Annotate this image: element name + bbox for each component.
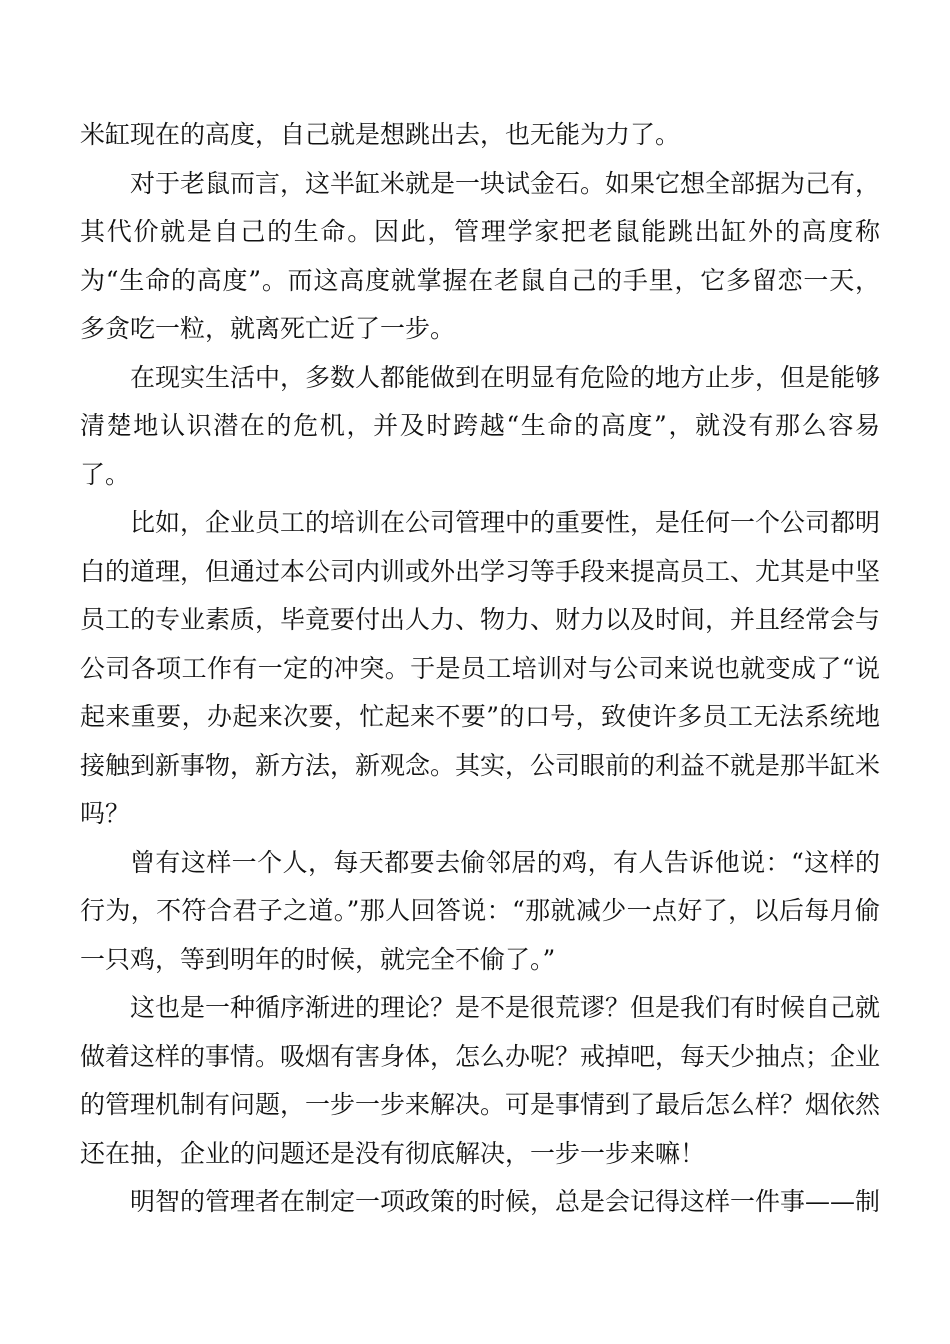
paragraph-7: 明智的管理者在制定一项政策的时候，总是会记得这样一件事——制 xyxy=(130,1187,881,1216)
paragraph-2: 对于老鼠而言，这半缸米就是一块试金石。如果它想全部据为己有，其代价就是自己的生命。因此，管理学家把老鼠能跳出缸外的高度称为“生命的高度”。而这高度就掌握在老鼠自己的手里，它多留恋一天，多贪吃一粒，就离死亡近了一步。 xyxy=(80,168,881,343)
paragraph-3: 在现实生活中，多数人都能做到在明显有危险的地方止步，但是能够清楚地认识潜在的危机，并及时跨越“生命的高度”，就没有那么容易了。 xyxy=(80,362,881,489)
paragraph-6: 这也是一种循序渐进的理论？是不是很荒谬？但是我们有时候自己就做着这样的事情。吸烟有害身体，怎么办呢？戒掉吧，每天少抽点；企业的管理机制有问题，一步一步来解决。可是事情到了最后怎么样？烟依然还在抽，企业的问题还是没有彻底解决，一步一步来嘛！ xyxy=(80,993,881,1168)
paragraph-1: 米缸现在的高度，自己就是想跳出去，也无能为力了。 xyxy=(80,120,681,149)
paragraph-5: 曾有这样一个人，每天都要去偷邻居的鸡，有人告诉他说：“这样的行为，不符合君子之道。”那人回答说：“那就减少一点好了，以后每月偷一只鸡，等到明年的时候，就完全不偷了。” xyxy=(80,847,880,974)
document-page xyxy=(80,111,880,1227)
paragraph-4: 比如，企业员工的培训在公司管理中的重要性，是任何一个公司都明白的道理，但通过本公司内训或外出学习等手段来提高员工、尤其是中坚员工的专业素质，毕竟要付出人力、物力、财力以及时间，并且经常会与公司各项工作有一定的冲突。于是员工培训对与公司来说也就变成了“说起来重要，办起来次要，忙起来不要”的口号，致使许多员工无法系统地接触到新事物，新方法，新观念。其实，公司眼前的利益不就是那半缸米吗？ xyxy=(80,508,881,828)
